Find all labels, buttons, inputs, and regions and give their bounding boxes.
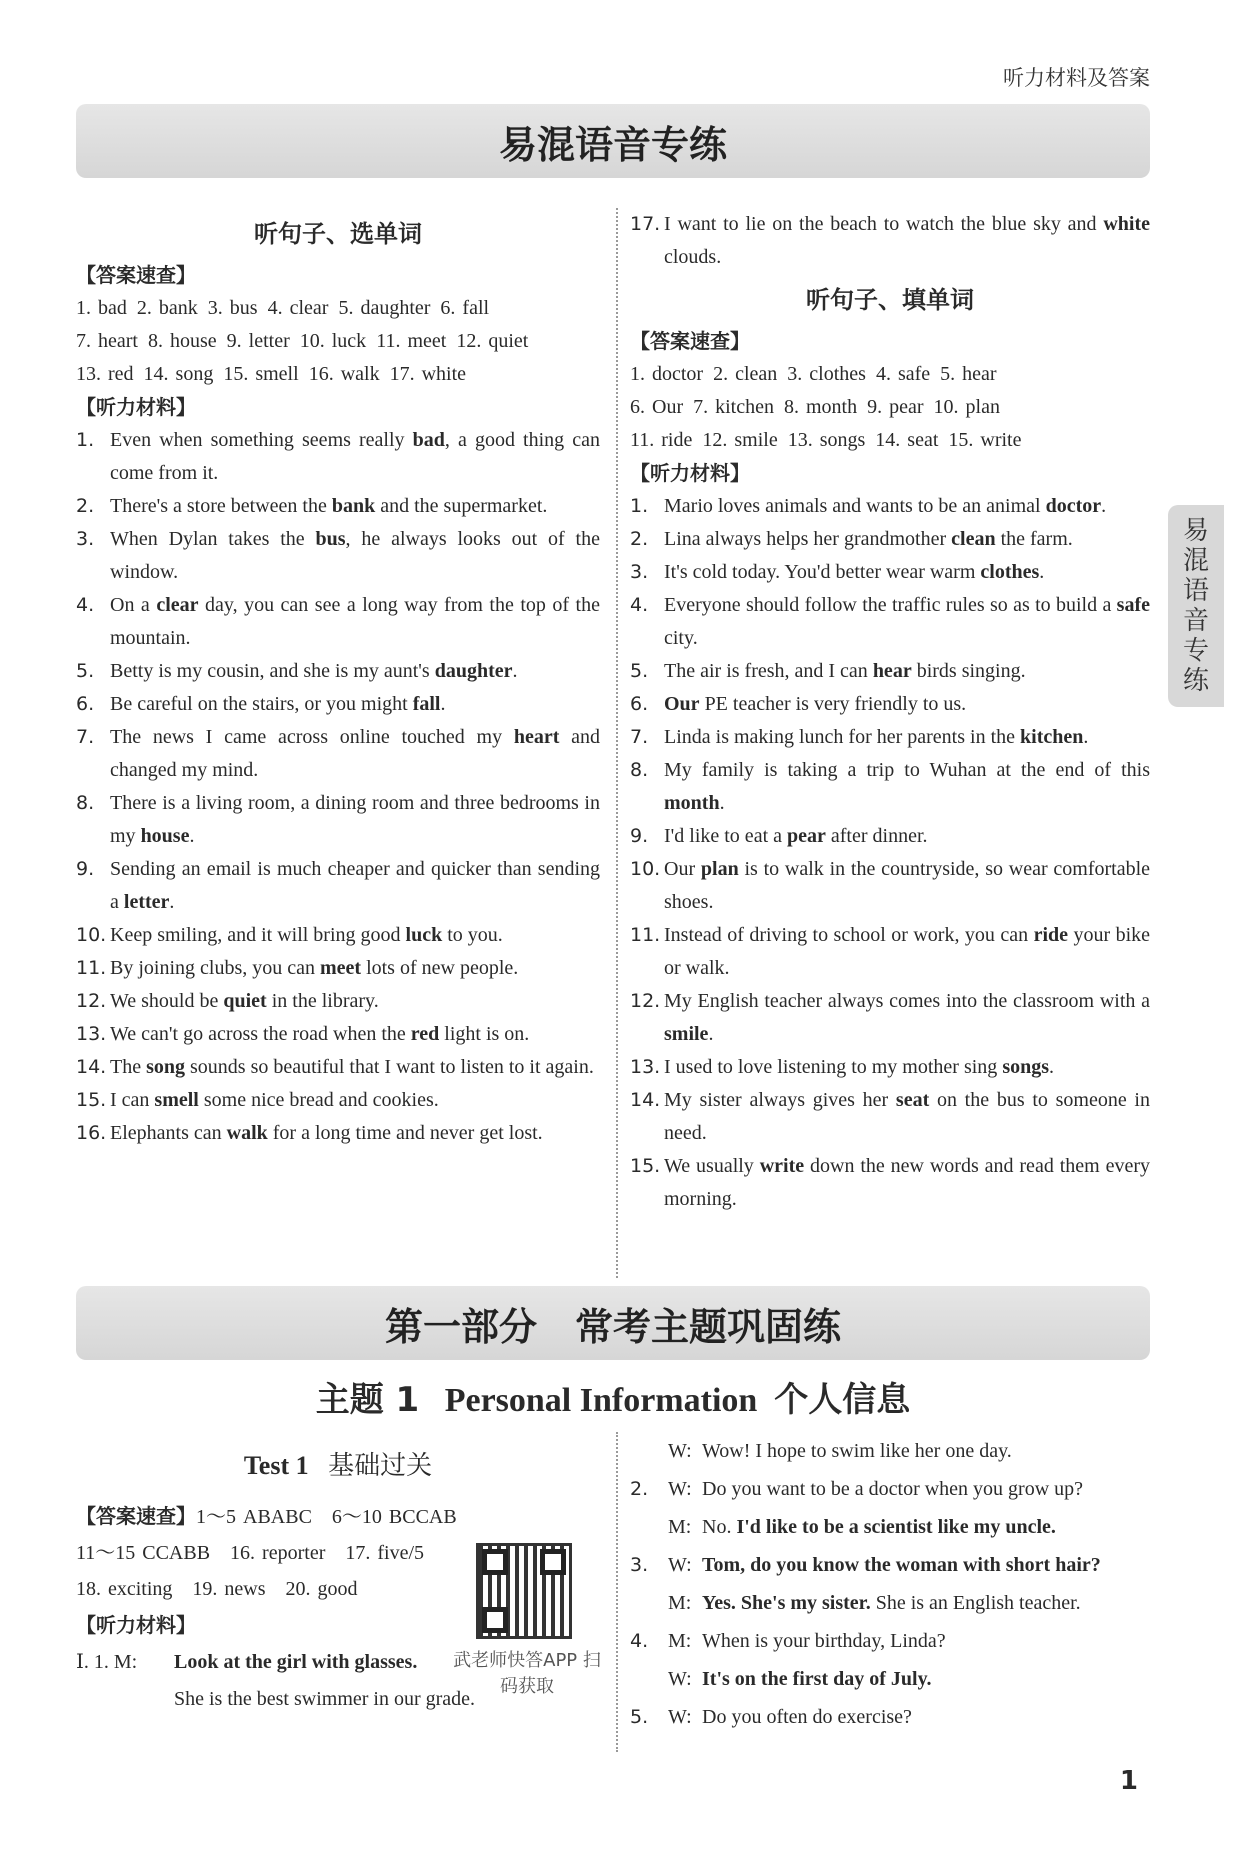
item-keyword: clothes: [980, 561, 1040, 583]
section-a-title: 听句子、选单词: [254, 220, 422, 248]
dialog-number: 3.: [630, 1554, 649, 1576]
dialog-speaker: M:: [668, 1592, 692, 1614]
answer-item: 4. clear: [267, 297, 329, 319]
item-number: 11.: [630, 924, 661, 946]
item-keyword: fall: [412, 693, 441, 715]
material-item: [76, 1018, 600, 1051]
item-keyword: clean: [951, 528, 996, 550]
dialog-speaker: W:: [668, 1554, 692, 1576]
item-text: We can't go across the road when the red light is on.: [110, 1023, 530, 1045]
item-number: 11.: [76, 957, 107, 979]
item-keyword: bank: [331, 495, 376, 517]
material-list: [76, 424, 600, 1150]
material-item: [630, 556, 1150, 589]
item-text: I can smell some nice bread and cookies.: [110, 1089, 439, 1111]
item-keyword: kitchen: [1020, 726, 1084, 748]
dialog-line: [630, 1584, 1150, 1622]
answer-item: 15. write: [948, 429, 1022, 451]
item-text: We should be quiet in the library.: [110, 990, 379, 1012]
material-item: [630, 919, 1150, 985]
item-number: 14.: [630, 1089, 661, 1111]
item-number: 8.: [630, 759, 649, 781]
item-keyword: heart: [513, 726, 560, 748]
item-keyword: plan: [700, 858, 739, 880]
section-b-title: 听句子、填单词: [806, 286, 974, 314]
item-text: Linda is making lunch for her parents in the kitchen.: [664, 726, 1089, 748]
side-tab-char: 易: [1182, 516, 1209, 546]
item-number: 8.: [76, 792, 95, 814]
item-keyword: walk: [226, 1122, 268, 1144]
material-item: [630, 589, 1150, 655]
item-number: 1.: [76, 429, 95, 451]
material-item: [76, 655, 600, 688]
side-tab-char: 语: [1182, 576, 1209, 606]
answer-item: 9. letter: [226, 330, 290, 352]
dialog-number: [630, 1508, 668, 1546]
material-item: [630, 208, 1150, 274]
item-number: 9.: [76, 858, 95, 880]
item-keyword: song: [146, 1056, 185, 1078]
answer-item: 7. heart: [76, 330, 138, 352]
answer-item: 12. quiet: [456, 330, 529, 352]
item-keyword: letter: [123, 891, 170, 913]
dialog-speaker: M:: [668, 1630, 692, 1652]
item-keyword: write: [759, 1155, 805, 1177]
dialog-text: [702, 1546, 1101, 1584]
answer-item: 14. seat: [875, 429, 939, 451]
answer-item: 17. white: [389, 363, 467, 385]
answer-item: 5. daughter: [338, 297, 431, 319]
item-number: 6.: [630, 693, 649, 715]
answer-list: [76, 292, 600, 391]
item-keyword: daughter: [434, 660, 513, 682]
dialog-speaker: M:: [668, 1516, 692, 1538]
answer-item: 6. fall: [440, 297, 490, 319]
item-number: 13.: [76, 1023, 107, 1045]
answer-item: 12. smile: [702, 429, 778, 451]
test-title: [76, 1448, 600, 1484]
dialog-number: 2.: [630, 1478, 649, 1500]
material-item: [76, 787, 600, 853]
material-label: 【听力材料】: [76, 395, 196, 419]
item-number: 10.: [630, 858, 661, 880]
item-keyword: quiet: [223, 990, 267, 1012]
answer-item: 10. luck: [299, 330, 367, 352]
dialog-line: [630, 1660, 1150, 1698]
material-item: [630, 985, 1150, 1051]
theme-title: [76, 1372, 1150, 1421]
item-text: Keep smiling, and it will bring good luck to you.: [110, 924, 503, 946]
answer-item: 2. clean: [713, 363, 778, 385]
dialog-line: [630, 1546, 1150, 1584]
side-tab: [1168, 505, 1224, 707]
item-keyword: luck: [405, 924, 443, 946]
item-number: 10.: [76, 924, 107, 946]
dialog-speaker: W:: [668, 1440, 692, 1462]
material-item: [630, 1150, 1150, 1216]
material-item: [76, 490, 600, 523]
dialog-number: 4.: [630, 1630, 649, 1652]
item-text: Be careful on the stairs, or you might fall.: [110, 693, 446, 715]
material-item: [76, 1084, 600, 1117]
dialog-text: When is your birthday, Linda?: [702, 1630, 946, 1652]
item-keyword: seat: [895, 1089, 930, 1111]
material-label: 【听力材料】: [630, 461, 750, 485]
answer-list: [630, 358, 1150, 457]
dialog-line: [630, 1470, 1150, 1508]
item-number: 12.: [76, 990, 107, 1012]
item-text: My sister always gives her seat on the bus to someone in need.: [664, 1089, 1150, 1144]
dialog-line: [630, 1622, 1150, 1660]
dialog-number: [630, 1660, 668, 1698]
item-text: There is a living room, a dining room and three bedrooms in my house.: [110, 792, 600, 847]
answer-item: 2. bank: [136, 297, 198, 319]
answer-line: 18. exciting 19. news 20. good: [76, 1578, 358, 1600]
answer-item: 13. red: [76, 363, 134, 385]
answer-item: 13. songs: [787, 429, 866, 451]
item-text: Even when something seems really bad, a good thing can come from it.: [110, 429, 600, 484]
item-text: I want to lie on the beach to watch the blue sky and white clouds.: [664, 213, 1150, 268]
dialog-text: No. I'd like to be a scientist like my uncle.: [702, 1516, 1056, 1538]
item-text: On a clear day, you can see a long way from the top of the mountain.: [110, 594, 600, 649]
item-number: 13.: [630, 1056, 661, 1078]
material-item: [76, 919, 600, 952]
item-keyword: ride: [1033, 924, 1068, 946]
dialog-bold: Yes. She's my sister.: [702, 1592, 871, 1614]
material-item: [76, 721, 600, 787]
item-keyword: doctor: [1045, 495, 1102, 517]
header-title: 听力材料及答案: [1003, 66, 1150, 90]
item-keyword: hear: [872, 660, 912, 682]
answer-label: 【答案速查】: [76, 1504, 196, 1528]
answer-item: 15. smell: [223, 363, 299, 385]
item-number: 15.: [630, 1155, 661, 1177]
dialog-line: [630, 1698, 1150, 1736]
dialog-line: [76, 1643, 506, 1681]
answer-item: 1. doctor: [630, 363, 704, 385]
answer-item: 4. safe: [875, 363, 931, 385]
item-keyword: meet: [319, 957, 362, 979]
item-number: 17.: [630, 213, 661, 235]
section-banner-pronunciation: 易混语音专练: [76, 104, 1150, 178]
item-text: Lina always helps her grandmother clean the farm.: [664, 528, 1073, 550]
material-item: [630, 721, 1150, 754]
material-item: [630, 490, 1150, 523]
item-number: 9.: [630, 825, 649, 847]
theme-prefix: 主题 1: [315, 1380, 420, 1420]
item-text: We usually write down the new words and read them every morning.: [664, 1155, 1150, 1210]
item-text: Our PE teacher is very friendly to us.: [664, 693, 967, 715]
material-item: [76, 1117, 600, 1150]
item-text: The song sounds so beautiful that I want to listen to it again.: [110, 1056, 594, 1078]
page-number: 1: [1119, 1766, 1138, 1796]
material-item: [76, 589, 600, 655]
item-number: 2.: [630, 528, 649, 550]
item-keyword: smell: [154, 1089, 199, 1111]
material-label: 【听力材料】: [76, 1613, 196, 1637]
item-text: Mario loves animals and wants to be an animal doctor.: [664, 495, 1107, 517]
item-number: 2.: [76, 495, 95, 517]
test-title-cn: 基础过关: [328, 1451, 433, 1481]
dialog-speaker: W:: [668, 1706, 692, 1728]
item-keyword: month: [664, 792, 720, 814]
section-b: [630, 208, 1150, 1216]
dialog-number: [630, 1432, 668, 1470]
dialog-text: Yes. She's my sister. She is an English teacher.: [702, 1592, 1081, 1614]
answer-label: 【答案速查】: [76, 263, 196, 287]
dialog-bold: It's on the first day of July.: [702, 1668, 932, 1690]
dialog-text: Do you want to be a doctor when you grow up?: [702, 1478, 1084, 1500]
answer-item: 7. kitchen: [693, 396, 774, 418]
section-a: [76, 208, 600, 1150]
theme-en: Personal Information: [444, 1382, 758, 1419]
dialog-text: [174, 1643, 417, 1681]
item-keyword: smile: [664, 1023, 709, 1045]
item-text: The air is fresh, and I can hear birds singing.: [664, 660, 1026, 682]
dialog-number: [630, 1584, 668, 1622]
item-keyword: clear: [156, 594, 199, 616]
answer-item: 3. clothes: [787, 363, 866, 385]
dialog-prefix: Ⅰ. 1. M:: [76, 1651, 138, 1673]
material-list: [630, 490, 1150, 1216]
material-item: [630, 820, 1150, 853]
item-keyword: red: [410, 1023, 440, 1045]
item-number: 3.: [630, 561, 649, 583]
item-text: When Dylan takes the bus, he always looks out of the window.: [110, 528, 600, 583]
dialog-rest: She is the best swimmer in our grade.: [174, 1688, 476, 1710]
answer-item: 10. plan: [933, 396, 1000, 418]
part-banner: 第一部分 常考主题巩固练: [76, 1286, 1150, 1360]
answer-item: 8. month: [783, 396, 858, 418]
dialog-line: [630, 1432, 1150, 1470]
item-keyword: Our: [664, 693, 700, 715]
answer-item: 16. walk: [308, 363, 380, 385]
side-tab-char: 专: [1182, 636, 1209, 666]
item-text: I used to love listening to my mother sing songs.: [664, 1056, 1055, 1078]
dialog-bold: I'd like to be a scientist like my uncle.: [736, 1516, 1056, 1538]
item-keyword: safe: [1116, 594, 1150, 616]
material-item: [630, 1051, 1150, 1084]
answer-item: 5. hear: [940, 363, 997, 385]
item-text: Everyone should follow the traffic rules so as to build a safe city.: [664, 594, 1150, 649]
item-text: My family is taking a trip to Wuhan at the end of this month.: [664, 759, 1150, 814]
dialog-bold: Tom, do you know the woman with short hair?: [702, 1554, 1101, 1576]
answer-line: 1～5 ABABC 6～10 BCCAB: [196, 1506, 457, 1528]
item-number: 7.: [76, 726, 95, 748]
dialog-left: [76, 1643, 506, 1717]
item-text: Betty is my cousin, and she is my aunt's daughter.: [110, 660, 518, 682]
item-number: 6.: [76, 693, 95, 715]
item-text: Our plan is to walk in the countryside, so wear comfortable shoes.: [664, 858, 1150, 913]
answer-item: 11. ride: [630, 429, 693, 451]
item-number: 1.: [630, 495, 649, 517]
item-number: 7.: [630, 726, 649, 748]
material-item: [76, 985, 600, 1018]
material-item: [76, 1051, 600, 1084]
answer-label: 【答案速查】: [630, 329, 750, 353]
item-text: It's cold today. You'd better wear warm clothes.: [664, 561, 1045, 583]
material-item: [630, 523, 1150, 556]
item-text: The news I came across online touched my heart and changed my mind.: [110, 726, 600, 781]
item-number: 4.: [630, 594, 649, 616]
material-item: [76, 688, 600, 721]
material-item: [76, 853, 600, 919]
column-divider: [616, 208, 618, 1278]
item-text: There's a store between the bank and the supermarket.: [110, 495, 548, 517]
dialog-text: Wow! I hope to swim like her one day.: [702, 1440, 1012, 1462]
material-item: [76, 523, 600, 589]
answer-item: 6. Our: [630, 396, 684, 418]
material-item: [76, 424, 600, 490]
answer-line: 11～15 CCABB 16. reporter 17. five/5: [76, 1542, 425, 1564]
item-text: Instead of driving to school or work, you can ride your bike or walk.: [664, 924, 1150, 979]
item-keyword: songs: [1002, 1056, 1050, 1078]
item-keyword: bad: [412, 429, 445, 451]
column-divider: [616, 1432, 618, 1752]
answer-item: 9. pear: [867, 396, 924, 418]
item-number: 14.: [76, 1056, 107, 1078]
dialog-speaker: W:: [668, 1478, 692, 1500]
material-item: [630, 754, 1150, 820]
item-number: 5.: [76, 660, 95, 682]
theme-cn: 个人信息: [774, 1380, 911, 1420]
item-text: By joining clubs, you can meet lots of new people.: [110, 957, 519, 979]
item-keyword: bus: [315, 528, 346, 550]
item-number: 5.: [630, 660, 649, 682]
dialog-speaker: W:: [668, 1668, 692, 1690]
side-tab-char: 混: [1182, 546, 1209, 576]
item-keyword: white: [1103, 213, 1150, 235]
item-number: 4.: [76, 594, 95, 616]
answer-item: 14. song: [143, 363, 214, 385]
item-number: 15.: [76, 1089, 107, 1111]
item-keyword: pear: [787, 825, 826, 847]
side-tab-char: 练: [1182, 666, 1209, 696]
dialog-bold: Look at the girl with glasses.: [174, 1651, 418, 1673]
item-text: My English teacher always comes into the classroom with a smile.: [664, 990, 1150, 1045]
answer-item: 3. bus: [207, 297, 258, 319]
material-item: [76, 952, 600, 985]
material-list-continued: [630, 208, 1150, 274]
answer-item: 11. meet: [376, 330, 447, 352]
item-text: Sending an email is much cheaper and quicker than sending a letter.: [110, 858, 600, 913]
item-number: 3.: [76, 528, 95, 550]
qr-caption: 武老师快答APP 扫码获取: [453, 1650, 601, 1697]
item-text: I'd like to eat a pear after dinner.: [664, 825, 928, 847]
qr-code[interactable]: [476, 1543, 572, 1639]
dialog-text: [702, 1660, 931, 1698]
side-tab-char: 音: [1182, 606, 1209, 636]
material-item: [630, 688, 1150, 721]
material-item: [630, 655, 1150, 688]
item-number: 16.: [76, 1122, 107, 1144]
item-number: 12.: [630, 990, 661, 1012]
answer-item: 8. house: [147, 330, 217, 352]
answer-item: 1. bad: [76, 297, 127, 319]
item-keyword: house: [140, 825, 190, 847]
test-title-en: Test 1: [243, 1451, 309, 1480]
dialog-right: [630, 1432, 1150, 1736]
material-item: [630, 853, 1150, 919]
material-item: [630, 1084, 1150, 1150]
dialog-text: Do you often do exercise?: [702, 1706, 912, 1728]
dialog-number: 5.: [630, 1706, 649, 1728]
item-text: Elephants can walk for a long time and never get lost.: [110, 1122, 543, 1144]
dialog-line: [630, 1508, 1150, 1546]
